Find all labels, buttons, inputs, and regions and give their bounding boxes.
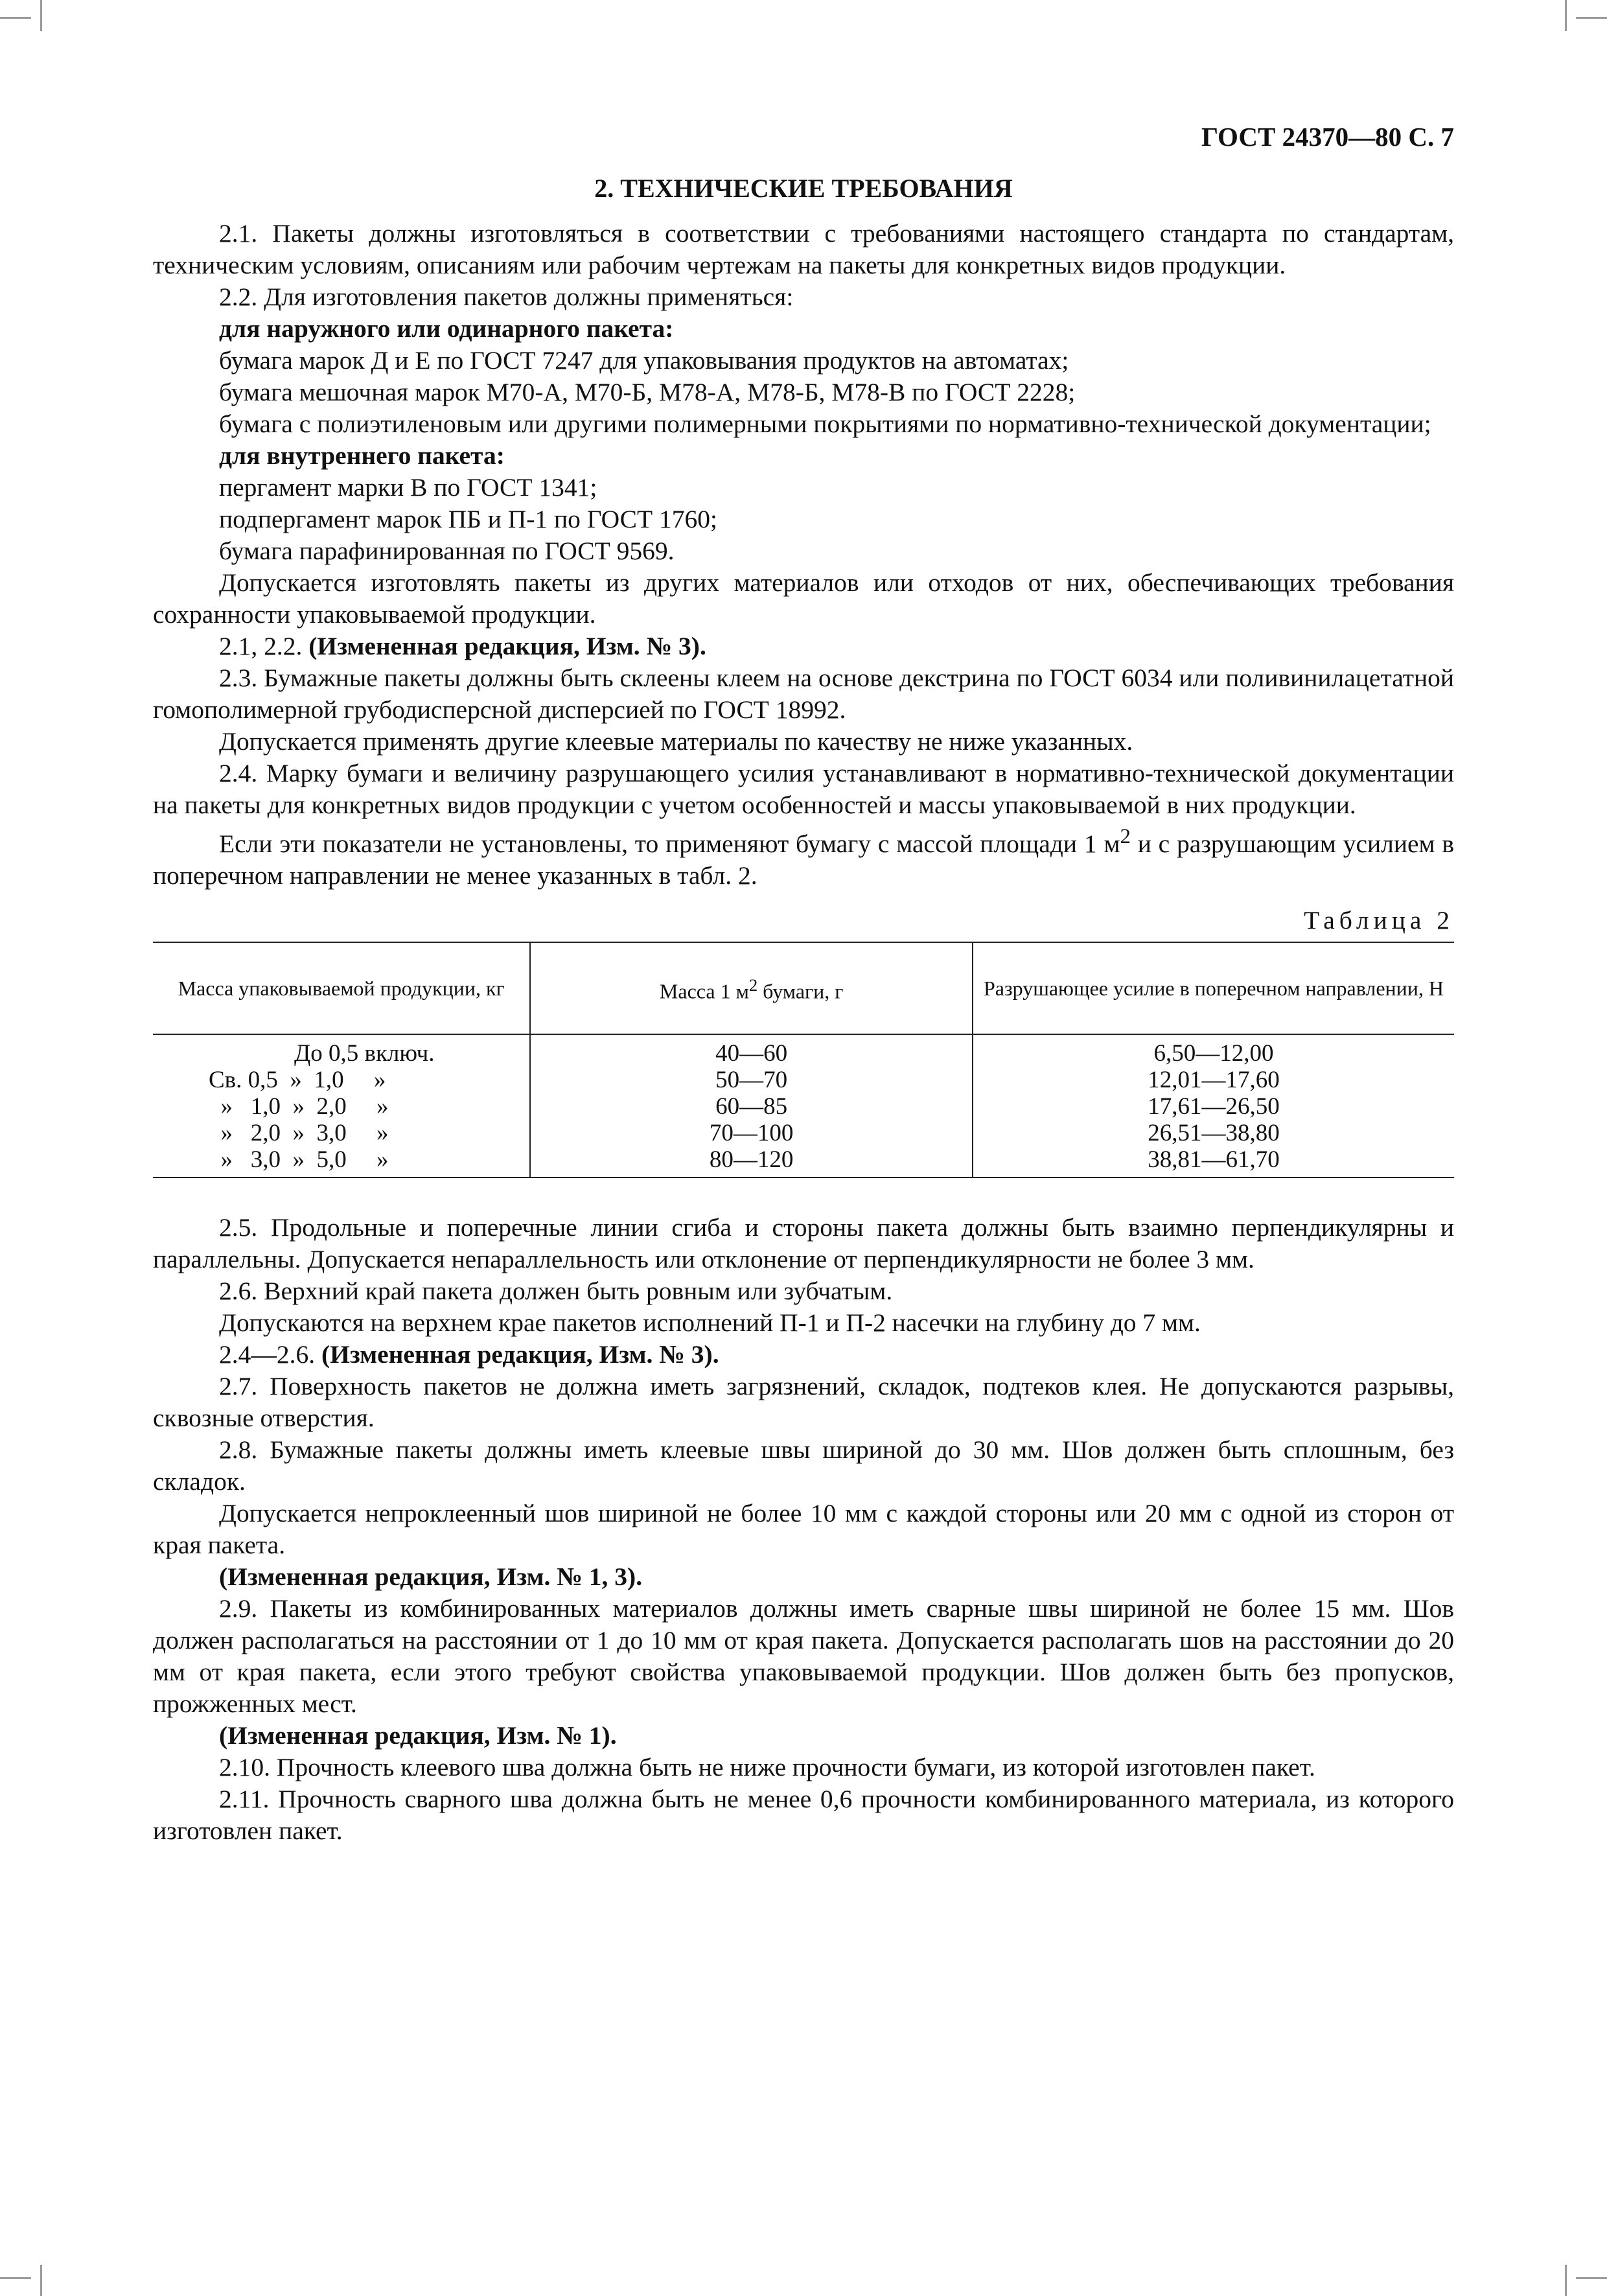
clause-2-4-b <box>153 821 1454 892</box>
clause-2-4-b-after: и с разрушающим усилием в поперечном направлении не менее указанных в табл. 2. <box>153 829 1454 890</box>
amendment-4 <box>153 1720 1454 1752</box>
clause-2-7: 2.7. Поверхность пакетов не должна иметь загрязнений, складок, подтеков клея. Не допускаются разрывы, сквозные отверстия. <box>153 1372 1454 1433</box>
table-row <box>153 1093 1454 1120</box>
table-row <box>153 1034 1454 1067</box>
clause-2-4-b-before: Если эти показатели не установлены, то применяют бумагу с массой площади 1 м <box>219 829 1120 859</box>
table-row <box>153 1146 1454 1177</box>
clause-2-11: 2.11. Прочность сварного шва должна быть не менее 0,6 прочности комбинированного материала, из которого изготовлен пакет. <box>153 1785 1454 1846</box>
table-row <box>153 1067 1454 1093</box>
inner-packet-heading <box>153 440 1454 472</box>
section-title: 2. ТЕХНИЧЕСКИЕ ТРЕБОВАНИЯ <box>594 174 1013 203</box>
table-cell-mass-text: » 2,0 » 3,0 » <box>209 1120 389 1147</box>
clause-2-5: 2.5. Продольные и поперечные линии сгиба и стороны пакета должны быть взаимно перпендикулярны и параллельны. Допускается непараллельность или отклонение от перпендикулярности не более 3 мм. <box>153 1213 1454 1274</box>
table-label: Таблица 2 <box>1304 906 1454 935</box>
crop-mark-bottom-left-h <box>0 2277 31 2279</box>
text-after-table <box>153 1212 1454 1847</box>
amendment-1-prefix: 2.1, 2.2. <box>219 632 309 660</box>
amendment-4-text: (Измененная редакция, Изм. № 1). <box>219 1721 617 1750</box>
crop-mark-top-right-v <box>1565 0 1567 31</box>
table-cell-paper: 80—120 <box>530 1146 973 1177</box>
table-header-mass: Масса упаковываемой продукции, кг <box>153 942 530 1034</box>
table-header-force: Разрушающее усилие в поперечном направлении, Н <box>973 942 1454 1034</box>
allowance-2: Допускается применять другие клеевые материалы по качеству не ниже указанных. <box>219 727 1133 756</box>
allowance-3: Допускаются на верхнем крае пакетов исполнений П-1 и П-2 насечки на глубину до 7 мм. <box>219 1308 1201 1338</box>
amendment-3 <box>153 1561 1454 1593</box>
table-cell-paper: 50—70 <box>530 1067 973 1093</box>
table-cell-mass <box>153 1034 530 1067</box>
clause-2-8: 2.8. Бумажные пакеты должны иметь клеевые швы шириной до 30 мм. Шов должен быть сплошным, без складок. <box>153 1435 1454 1496</box>
clause-2-4: 2.4. Марку бумаги и величину разрушающего усилия устанавливают в нормативно-технической документации на пакеты для конкретных видов продукции с учетом особенностей и массы упаковываемой в них продукции. <box>153 759 1454 819</box>
inner-material-1: пергамент марки В по ГОСТ 1341; <box>219 473 597 502</box>
outer-material-1: бумага марок Д и Е по ГОСТ 7247 для упаковывания продуктов на автоматах; <box>219 346 1069 375</box>
clause-2-9: 2.9. Пакеты из комбинированных материалов должны иметь сварные швы шириной не более 15 мм. Шов должен располагаться на расстоянии от 1 до 10 мм от края пакета. Допускается располагать шов на расстоянии до 20 мм от края пакета, если этого требуют свойства упаковываемой продукции. Шов должен быть без пропусков, прожженных мест. <box>153 1594 1454 1719</box>
table-header-paper <box>530 942 973 1034</box>
inner-material-3: бумага парафинированная по ГОСТ 9569. <box>219 537 675 565</box>
crop-mark-top-right-h <box>1576 17 1607 19</box>
clause-2-2: 2.2. Для изготовления пакетов должны применяться: <box>219 283 794 311</box>
clause-2-10: 2.10. Прочность клеевого шва должна быть не ниже прочности бумаги, из которой изготовлен пакет. <box>219 1753 1315 1782</box>
table-2 <box>153 942 1454 1178</box>
amendment-2-prefix: 2.4—2.6. <box>219 1340 321 1369</box>
crop-mark-top-left-v <box>40 0 42 31</box>
table-cell-force: 26,51—38,80 <box>973 1120 1454 1146</box>
amendment-2-text: (Измененная редакция, Изм. № 3). <box>321 1340 719 1369</box>
table-cell-paper: 70—100 <box>530 1120 973 1146</box>
table-header-paper-before: Масса 1 м <box>659 979 749 1003</box>
table-cell-mass <box>153 1120 530 1146</box>
table-cell-mass-text: » 3,0 » 5,0 » <box>209 1146 389 1174</box>
table-header-paper-sup: 2 <box>748 975 758 995</box>
page-header: ГОСТ 24370—80 С. 7 <box>1201 122 1454 152</box>
clause-2-6: 2.6. Верхний край пакета должен быть ровным или зубчатым. <box>219 1277 893 1306</box>
table-cell-paper: 60—85 <box>530 1093 973 1120</box>
table-cell-mass-text: Св. 0,5 » 1,0 » <box>209 1067 386 1094</box>
clause-2-4-b-sup: 2 <box>1120 825 1131 848</box>
table-cell-force: 38,81—61,70 <box>973 1146 1454 1177</box>
crop-mark-bottom-left-v <box>40 2265 42 2296</box>
table-cell-mass-text: » 1,0 » 2,0 » <box>209 1093 389 1120</box>
crop-mark-bottom-right-v <box>1565 2265 1567 2296</box>
amendment-1-text: (Измененная редакция, Изм. № 3). <box>308 632 706 660</box>
outer-packet-heading-text: для наружного или одинарного пакета: <box>219 314 674 343</box>
outer-material-3: бумага с полиэтиленовым или другими полимерными покрытиями по нормативно-технической документации; <box>219 410 1431 438</box>
table-cell-paper: 40—60 <box>530 1034 973 1067</box>
outer-packet-heading <box>153 313 1454 345</box>
crop-mark-bottom-right-h <box>1576 2277 1607 2279</box>
allowance-1: Допускается изготовлять пакеты из других материалов или отходов от них, обеспечивающих требования сохранности упаковываемой продукции. <box>153 568 1454 629</box>
amendment-1 <box>153 631 1454 662</box>
table-cell-force: 17,61—26,50 <box>973 1093 1454 1120</box>
document-page <box>153 121 1454 1847</box>
table-cell-mass <box>153 1146 530 1177</box>
table-cell-mass-text: До 0,5 включ. <box>294 1040 435 1067</box>
table-header-row <box>153 942 1454 1034</box>
crop-mark-top-left-h <box>0 17 31 19</box>
table-cell-mass <box>153 1093 530 1120</box>
amendment-3-text: (Измененная редакция, Изм. № 1, 3). <box>219 1562 643 1592</box>
table-cell-mass <box>153 1067 530 1093</box>
table-row <box>153 1120 1454 1146</box>
allowance-4: Допускается непроклеенный шов шириной не более 10 мм с каждой стороны или 20 мм с одной из сторон от края пакета. <box>153 1499 1454 1560</box>
table-cell-force: 6,50—12,00 <box>973 1034 1454 1067</box>
amendment-2 <box>153 1339 1454 1371</box>
table-cell-force: 12,01—17,60 <box>973 1067 1454 1093</box>
inner-material-2: подпергамент марок ПБ и П-1 по ГОСТ 1760; <box>219 505 717 533</box>
table-header-paper-after: бумаги, г <box>757 979 844 1003</box>
inner-packet-heading-text: для внутреннего пакета: <box>219 441 505 470</box>
clause-2-3: 2.3. Бумажные пакеты должны быть склеены клеем на основе декстрина по ГОСТ 6034 или поливинилацетатной гомополимерной грубодисперсной дисперсией по ГОСТ 18992. <box>153 664 1454 724</box>
clause-2-1: 2.1. Пакеты должны изготовляться в соответствии с требованиями настоящего стандарта по стандартам, техническим условиям, описаниям или рабочим чертежам на пакеты для конкретных видов продукции. <box>153 219 1454 279</box>
outer-material-2: бумага мешочная марок М70-А, М70-Б, М78-А, М78-Б, М78-В по ГОСТ 2228; <box>219 378 1076 406</box>
